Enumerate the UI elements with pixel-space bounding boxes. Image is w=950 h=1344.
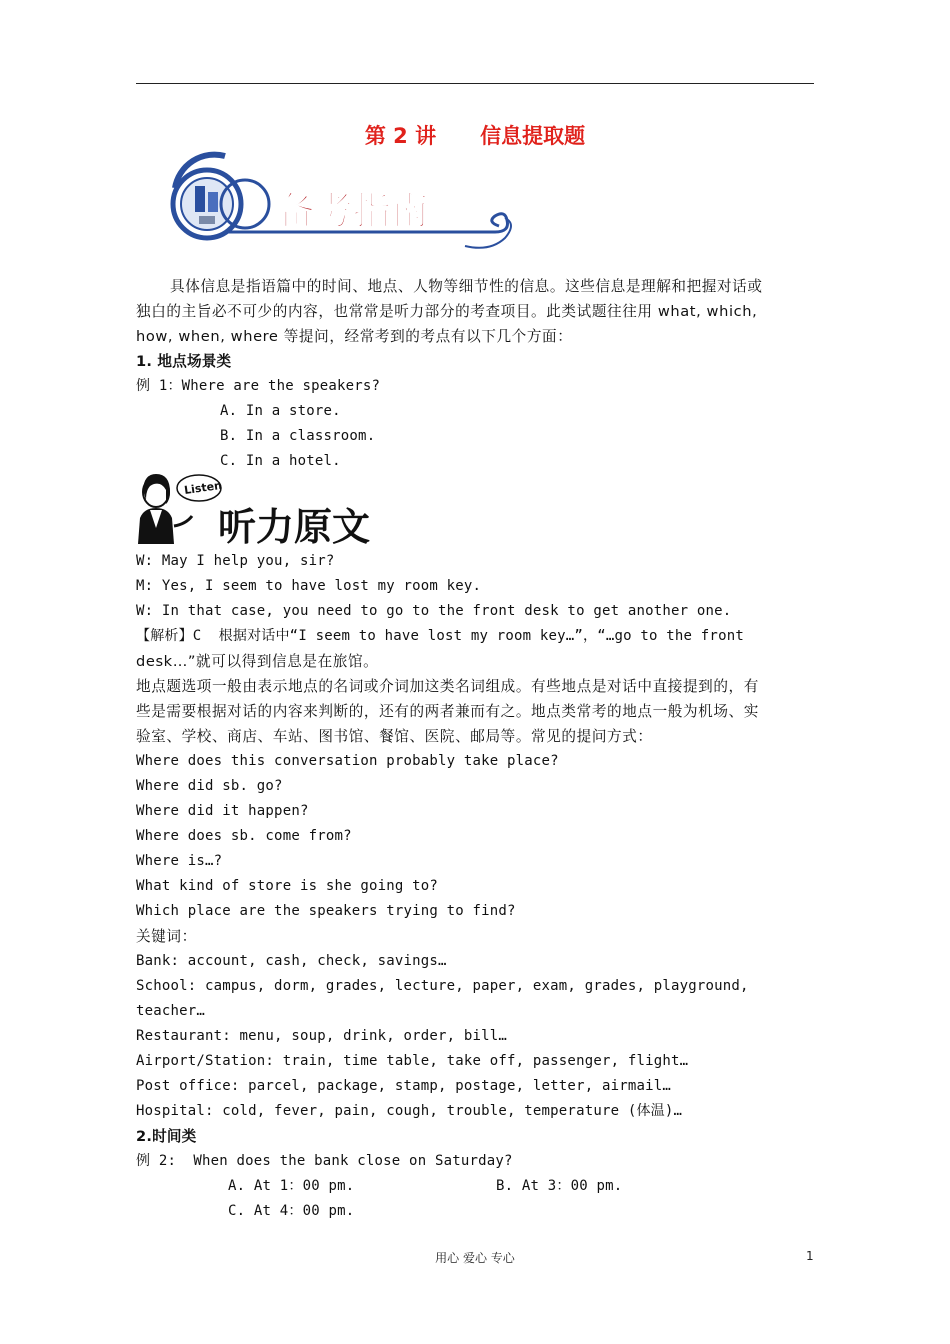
guide-banner: [165, 148, 525, 260]
lecture-topic: 信息提取题: [480, 124, 586, 148]
analysis-line: desk…”就可以得到信息是在旅馆。: [136, 653, 379, 670]
explanation-line: 验室、学校、商店、车站、图书馆、餐馆、医院、邮局等。常见的提问方式：: [136, 728, 653, 745]
example1-option-b: B. In a classroom.: [220, 428, 376, 444]
intro-line: 具体信息是指语篇中的时间、地点、人物等细节性的信息。这些信息是理解和把握对话或: [170, 278, 763, 295]
keyword-line: Hospital: cold, fever, pain, cough, trouble, temperature (体温)…: [136, 1103, 683, 1119]
page-title: [0, 120, 950, 150]
analysis-line: 【解析】C 根据对话中“I seem to have lost my room key…”，“…go to the front: [136, 628, 744, 644]
question-pattern: Where is…?: [136, 853, 223, 869]
document-body: [136, 274, 814, 1224]
header-rule: [136, 83, 814, 84]
transcript-line: W: In that case, you need to go to the front desk to get another one.: [136, 603, 732, 619]
explanation-line: 地点题选项一般由表示地点的名词或介词加这类名词组成。有些地点是对话中直接提到的，有: [136, 678, 759, 695]
example1-option-c: C. In a hotel.: [220, 453, 341, 469]
question-pattern: Where does sb. come from?: [136, 828, 352, 844]
page-number: 1: [806, 1249, 814, 1263]
listen-banner: [134, 470, 404, 548]
keyword-line: teacher…: [136, 1003, 206, 1019]
section2-heading: 2.时间类: [136, 1128, 197, 1145]
keywords-label: 关键词：: [136, 928, 197, 945]
example1-option-a: A. In a store.: [220, 403, 341, 419]
question-pattern: Where did sb. go?: [136, 778, 283, 794]
question-pattern: Where did it happen?: [136, 803, 309, 819]
example1-question: 例 1：Where are the speakers?: [136, 378, 381, 394]
example2-option-c: C. At 4：00 pm.: [228, 1203, 355, 1219]
question-pattern: Where does this conversation probably take place?: [136, 753, 559, 769]
intro-line: how, when, where 等提问，经常考到的考点有以下几个方面：: [136, 328, 573, 345]
intro-line: 独白的主旨必不可少的内容，也常常是听力部分的考查项目。此类试题往往用 what, which,: [136, 303, 758, 320]
explanation-line: 些是需要根据对话的内容来判断的，还有的两者兼而有之。地点类常考的地点一般为机场、实: [136, 703, 759, 720]
keyword-line: School: campus, dorm, grades, lecture, paper, exam, grades, playground,: [136, 978, 749, 994]
keyword-line: Airport/Station: train, time table, take off, passenger, flight…: [136, 1053, 689, 1069]
listen-banner-text: 听力原文: [218, 505, 371, 548]
section1-heading: 1. 地点场景类: [136, 353, 232, 370]
example2-question: 例 2: When does the bank close on Saturday?: [136, 1153, 513, 1169]
lecture-number: 第 2 讲: [364, 124, 437, 148]
example2-option-a: A. At 1：00 pm.: [228, 1178, 355, 1194]
example2-options-row: [136, 1174, 814, 1199]
listen-tag: Listen: [183, 478, 223, 498]
footer-motto: 用心 爱心 专心: [435, 1251, 515, 1265]
guide-banner-text: 备考指南: [277, 189, 430, 233]
question-pattern: Which place are the speakers trying to find?: [136, 903, 516, 919]
transcript-line: M: Yes, I seem to have lost my room key.: [136, 578, 482, 594]
keyword-line: Bank: account, cash, check, savings…: [136, 953, 447, 969]
question-pattern: What kind of store is she going to?: [136, 878, 439, 894]
transcript-line: W: May I help you, sir?: [136, 553, 335, 569]
keyword-line: Restaurant: menu, soup, drink, order, bill…: [136, 1028, 508, 1044]
keyword-line: Post office: parcel, package, stamp, postage, letter, airmail…: [136, 1078, 671, 1094]
example2-option-b: B. At 3：00 pm.: [496, 1178, 623, 1194]
